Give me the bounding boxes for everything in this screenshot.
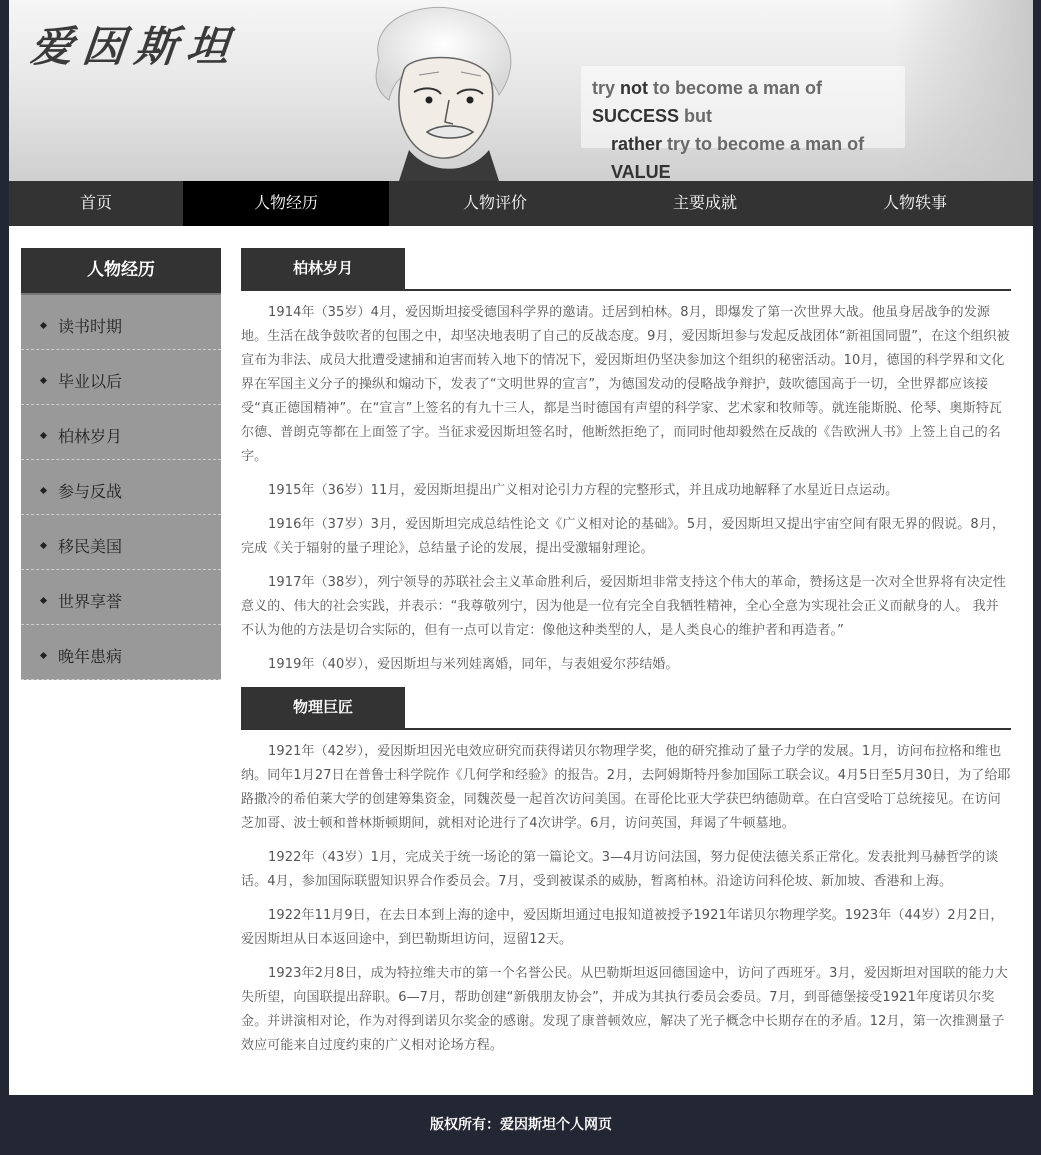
paragraph: 1919年（40岁），爱因斯坦与米列娃离婚，同年，与表姐爱尔莎结婚。 xyxy=(268,657,679,672)
section-title: 物理巨匠 xyxy=(241,687,405,728)
quote-text: but xyxy=(679,106,713,126)
sidebar-item-label: 参与反战 xyxy=(58,482,123,501)
nav-item-biography[interactable]: 人物经历 xyxy=(183,181,389,226)
quote-emphasis: VALUE xyxy=(611,162,671,181)
site-logo: 爱因斯坦 xyxy=(28,22,242,71)
einstein-portrait xyxy=(349,0,539,181)
paragraph: 1916年（37岁）3月，爱因斯坦完成总结性论文《广义相对论的基础》。5月，爱因斯坦又提出宇宙空间有限无界的假说。8月，完成《关于辐射的量子理论》，总结量子论的发展，提出受激辐射理论。 xyxy=(241,517,1005,556)
diamond-bullet-icon xyxy=(40,597,47,604)
main-nav xyxy=(9,181,1033,226)
sidebar-list xyxy=(21,293,221,680)
sidebar-item-berlin[interactable] xyxy=(21,405,221,460)
quote-text: try to become a man of xyxy=(662,134,865,154)
nav-item-achievements[interactable]: 主要成就 xyxy=(672,193,737,212)
paragraph: 1917年（38岁），列宁领导的苏联社会主义革命胜利后，爱因斯坦非常支持这个伟大的革命，赞扬这是一次对全世界将有决定性意义的、伟大的社会实践，并表示：“我尊敬列宁，因为他是一位有完全自我牺牲精神，全心全意为实现社会正义而献身的人。 我并不认为他的方法是切合实际的，但有一点可以肯定：像他这种类型的人，是人类良心的维护者和再造者。” xyxy=(241,575,1007,638)
nav-item-home[interactable]: 首页 xyxy=(79,193,112,212)
page-wrapper xyxy=(9,0,1033,1155)
paragraph: 1921年（42岁），爱因斯坦因光电效应研究而获得诺贝尔物理学奖，他的研究推动了量子力学的发展。1月，访问布拉格和维也纳。同年1月27日在普鲁士科学院作《几何学和经验》的报告。2月，去阿姆斯特丹参加国际工联会议。4月5日至5月30日，为了给耶路撒冷的希伯莱大学的创建筹集资金，同魏茨曼一起首次访问美国。在哥伦比亚大学获巴纳德勋章。在白宫受哈丁总统接见。在访问芝加哥、波士顿和普林斯顿期间，就相对论进行了4次讲学。6月，访问英国，拜谒了牛顿墓地。 xyxy=(241,744,1011,831)
nav-item-anecdotes[interactable]: 人物轶事 xyxy=(882,193,947,212)
section-header xyxy=(241,248,1011,291)
paragraph: 1922年11月9日，在去日本到上海的途中，爱因斯坦通过电报知道被授予1921年诺贝尔物理学奖。1923年（44岁）2月2日，爱因斯坦从日本返回途中，到巴勒斯坦访问，逗留12天。 xyxy=(241,908,1004,947)
sidebar-item-emigration[interactable] xyxy=(21,515,221,570)
header-banner xyxy=(9,0,1033,181)
paragraph: 1914年（35岁）4月，爱因斯坦接受德国科学界的邀请。迁居到柏林。8月，即爆发了第一次世界大战。他虽身居战争的发源地。生活在战争鼓吹者的包围之中，却坚决地表明了自己的反战态度。9月，爱因斯坦参与发起反战团体“新祖国同盟”，在这个组织被宣布为非法、成员大批遭受逮捕和迫害而转入地下的情况下，爱因斯坦仍坚决参加这个组织的秘密活动。10月，德国的科学界和文化界在军国主义分子的操纵和煽动下，发表了“文明世界的宣言”，为德国发动的侵略战争辩护，鼓吹德国高于一切，全世界都应该接受“真正德国精神”。在“宣言”上签名的有九十三人，都是当时德国有声望的科学家、艺术家和牧师等。就连能斯脱、伦琴、奥斯特瓦尔德、普朗克等都在上面签了字。当征求爱因斯坦签名时，他断然拒绝了，而同时他却毅然在反战的《告欧洲人书》上签上自己的名字。 xyxy=(241,305,1010,464)
diamond-bullet-icon xyxy=(40,322,47,329)
section-title: 柏林岁月 xyxy=(241,248,405,289)
nav-item-evaluation[interactable]: 人物评价 xyxy=(462,193,527,212)
banner-fade xyxy=(893,0,1033,181)
sidebar-item-study[interactable] xyxy=(21,295,221,350)
footer: 版权所有：爱因斯坦个人网页 xyxy=(9,1095,1033,1155)
article-content xyxy=(241,248,1011,1068)
paragraph: 1915年（36岁）11月，爱因斯坦提出广义相对论引力方程的完整形式，并且成功地解释了水星近日点运动。 xyxy=(268,483,899,498)
sidebar-item-anti-war[interactable] xyxy=(21,460,221,515)
sidebar-item-label: 晚年患病 xyxy=(58,647,123,666)
quote-emphasis: not xyxy=(620,78,648,98)
sidebar-item-after-graduation[interactable] xyxy=(21,350,221,405)
sidebar xyxy=(21,248,221,680)
sidebar-item-label: 世界享誉 xyxy=(58,592,123,611)
paragraph: 1923年2月8日，成为特拉维夫市的第一个名誉公民。从巴勒斯坦返回德国途中，访问了西班牙。3月，爱因斯坦对国联的能力大失所望，向国联提出辞职。6—7月，帮助创建“新俄朋友协会”，并成为其执行委员会委员。7月，到哥德堡接受1921年度诺贝尔奖金。并讲演相对论，作为对得到诺贝尔奖金的感谢。发现了康普顿效应，解决了光子概念中长期存在的矛盾。12月，第一次推测量子效应可能来自过度约束的广义相对论场方程。 xyxy=(241,966,1008,1053)
diamond-bullet-icon xyxy=(40,377,47,384)
sidebar-item-world-fame[interactable] xyxy=(21,570,221,625)
banner-quote xyxy=(589,74,889,181)
diamond-bullet-icon xyxy=(40,432,47,439)
main-content-area xyxy=(9,226,1033,1095)
sidebar-item-late-illness[interactable] xyxy=(21,625,221,680)
sidebar-title: 人物经历 xyxy=(21,248,221,293)
sidebar-item-label: 读书时期 xyxy=(58,317,123,336)
paragraph: 1922年（43岁）1月，完成关于统一场论的第一篇论文。3—4月访问法国，努力促使法德关系正常化。发表批判马赫哲学的谈话。4月，参加国际联盟知识界合作委员会。7月，受到被谋杀的威胁，暂离柏林。沿途访问科伦坡、新加坡、香港和上海。 xyxy=(241,850,999,889)
quote-text: to become a man of xyxy=(648,78,823,98)
section-header xyxy=(241,687,1011,730)
quote-emphasis: rather xyxy=(611,134,663,154)
sidebar-item-label: 柏林岁月 xyxy=(58,427,123,446)
diamond-bullet-icon xyxy=(40,542,47,549)
quote-emphasis: SUCCESS xyxy=(592,106,680,126)
diamond-bullet-icon xyxy=(40,487,47,494)
sidebar-item-label: 移民美国 xyxy=(58,537,123,556)
diamond-bullet-icon xyxy=(40,652,47,659)
quote-text: try xyxy=(592,78,621,98)
sidebar-item-label: 毕业以后 xyxy=(58,372,123,391)
